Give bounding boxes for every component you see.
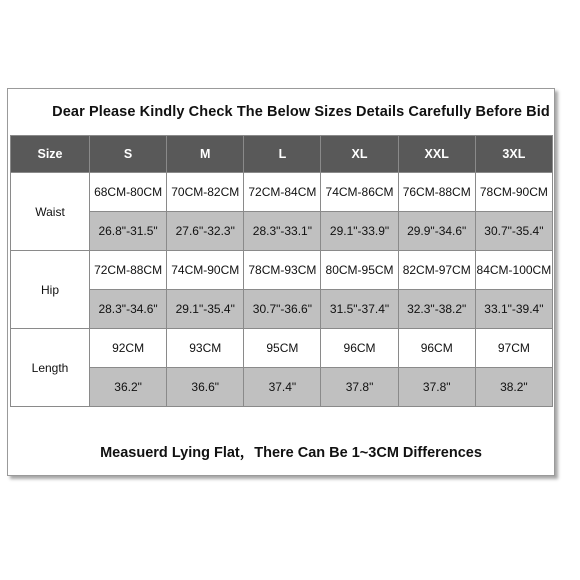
table-cell: 78CM-90CM [475,173,552,212]
table-cell: 72CM-88CM [90,251,167,290]
header-row [11,136,553,173]
header-xl: XL [321,136,398,173]
table-cell: 37.8" [398,368,475,407]
header-l: L [244,136,321,173]
table-cell: 68CM-80CM [90,173,167,212]
row-label-length: Length [11,329,90,407]
header-size: Size [11,136,90,173]
table-cell: 36.6" [167,368,244,407]
row-label-waist: Waist [11,173,90,251]
table-cell: 28.3"-34.6" [90,290,167,329]
table-cell: 29.9"-34.6" [398,212,475,251]
table-cell: 74CM-90CM [167,251,244,290]
header-m: M [167,136,244,173]
table-cell: 38.2" [475,368,552,407]
length-inch-row [11,368,553,407]
table-cell: 29.1"-33.9" [321,212,398,251]
table-cell: 92CM [90,329,167,368]
table-cell: 37.8" [321,368,398,407]
table-cell: 74CM-86CM [321,173,398,212]
table-cell: 70CM-82CM [167,173,244,212]
table-cell: 80CM-95CM [321,251,398,290]
table-cell: 37.4" [244,368,321,407]
table-cell: 97CM [475,329,552,368]
hip-cm-row [11,251,553,290]
table-cell: 82CM-97CM [398,251,475,290]
table-cell: 78CM-93CM [244,251,321,290]
table-cell: 36.2" [90,368,167,407]
row-label-hip: Hip [11,251,90,329]
table-cell: 76CM-88CM [398,173,475,212]
chart-title: Dear Please Kindly Check The Below Sizes Details Carefully Before Bid [52,104,550,120]
table-cell: 93CM [167,329,244,368]
table-cell: 96CM [321,329,398,368]
table-cell: 30.7"-36.6" [244,290,321,329]
hip-inch-row [11,290,553,329]
size-table [10,135,553,407]
table-cell: 33.1"-39.4" [475,290,552,329]
table-cell: 27.6"-32.3" [167,212,244,251]
table-cell: 30.7"-35.4" [475,212,552,251]
table-cell: 28.3"-33.1" [244,212,321,251]
header-xxl: XXL [398,136,475,173]
header-s: S [90,136,167,173]
table-cell: 31.5"-37.4" [321,290,398,329]
table-cell: 29.1"-35.4" [167,290,244,329]
length-cm-row [11,329,553,368]
waist-cm-row [11,173,553,212]
table-cell: 95CM [244,329,321,368]
table-cell: 32.3"-38.2" [398,290,475,329]
measurement-note: Measuerd Lying Flat，There Can Be 1~3CM Differences [100,444,482,461]
table-cell: 84CM-100CM [475,251,552,290]
waist-inch-row [11,212,553,251]
table-cell: 72CM-84CM [244,173,321,212]
size-chart [7,88,555,476]
table-cell: 96CM [398,329,475,368]
header-3xl: 3XL [475,136,552,173]
table-cell: 26.8"-31.5" [90,212,167,251]
